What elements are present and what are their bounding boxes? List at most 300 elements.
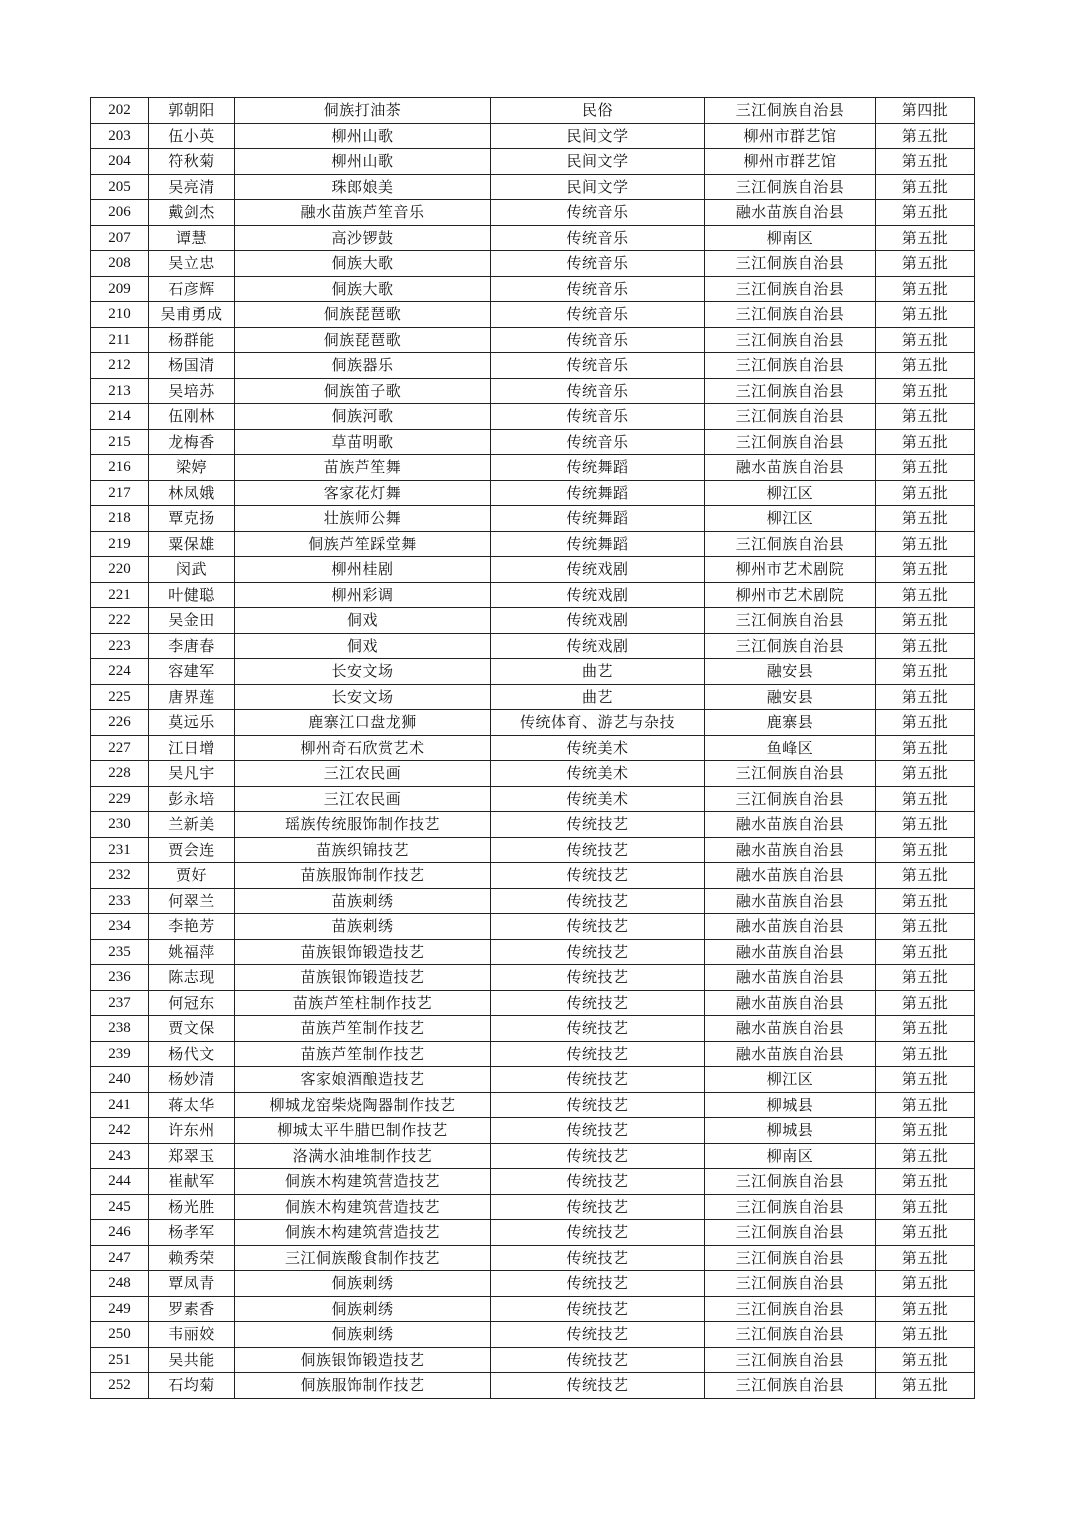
- cell-region: 融水苗族自治县: [705, 812, 876, 838]
- cell-category: 传统技艺: [491, 1041, 705, 1067]
- cell-region: 融水苗族自治县: [705, 965, 876, 991]
- cell-region: 三江侗族自治县: [705, 327, 876, 353]
- cell-batch: 第五批: [876, 1143, 975, 1169]
- cell-name: 贾文保: [149, 1016, 235, 1042]
- table-row: [91, 1169, 975, 1195]
- cell-category: 传统技艺: [491, 1067, 705, 1093]
- cell-name: 杨代文: [149, 1041, 235, 1067]
- cell-region: 柳江区: [705, 1067, 876, 1093]
- cell-region: 三江侗族自治县: [705, 276, 876, 302]
- cell-batch: 第五批: [876, 251, 975, 277]
- cell-name: 江日增: [149, 735, 235, 761]
- table-row: [91, 1067, 975, 1093]
- cell-name: 李唐春: [149, 633, 235, 659]
- cell-category: 传统技艺: [491, 1169, 705, 1195]
- cell-batch: 第五批: [876, 1118, 975, 1144]
- cell-batch: 第五批: [876, 506, 975, 532]
- table-row: [91, 378, 975, 404]
- cell-number: 230: [91, 812, 149, 838]
- cell-batch: 第五批: [876, 1220, 975, 1246]
- cell-region: 三江侗族自治县: [705, 608, 876, 634]
- table-row: [91, 276, 975, 302]
- cell-number: 243: [91, 1143, 149, 1169]
- cell-name: 郭朝阳: [149, 98, 235, 124]
- cell-batch: 第五批: [876, 429, 975, 455]
- cell-number: 234: [91, 914, 149, 940]
- table-row: [91, 1194, 975, 1220]
- table-row: [91, 582, 975, 608]
- cell-category: 传统戏剧: [491, 582, 705, 608]
- cell-region: 融水苗族自治县: [705, 914, 876, 940]
- cell-category: 传统美术: [491, 761, 705, 787]
- cell-batch: 第五批: [876, 888, 975, 914]
- cell-project: 柳城太平牛腊巴制作技艺: [235, 1118, 491, 1144]
- table-row: [91, 429, 975, 455]
- cell-batch: 第五批: [876, 480, 975, 506]
- cell-name: 何冠东: [149, 990, 235, 1016]
- cell-number: 207: [91, 225, 149, 251]
- cell-batch: 第五批: [876, 531, 975, 557]
- cell-batch: 第五批: [876, 582, 975, 608]
- cell-category: 传统技艺: [491, 1373, 705, 1399]
- cell-category: 传统音乐: [491, 353, 705, 379]
- cell-category: 传统技艺: [491, 965, 705, 991]
- cell-name: 杨国清: [149, 353, 235, 379]
- cell-region: 柳南区: [705, 1143, 876, 1169]
- cell-number: 221: [91, 582, 149, 608]
- cell-number: 248: [91, 1271, 149, 1297]
- cell-region: 三江侗族自治县: [705, 251, 876, 277]
- cell-batch: 第五批: [876, 1347, 975, 1373]
- cell-category: 民俗: [491, 98, 705, 124]
- cell-project: 苗族刺绣: [235, 914, 491, 940]
- cell-number: 249: [91, 1296, 149, 1322]
- cell-number: 227: [91, 735, 149, 761]
- table-row: [91, 1245, 975, 1271]
- cell-project: 侗族琵琶歌: [235, 302, 491, 328]
- table-row: [91, 684, 975, 710]
- cell-category: 传统技艺: [491, 888, 705, 914]
- cell-project: 草苗明歌: [235, 429, 491, 455]
- cell-name: 叶健聪: [149, 582, 235, 608]
- cell-category: 传统技艺: [491, 1194, 705, 1220]
- table-row: [91, 98, 975, 124]
- cell-region: 融水苗族自治县: [705, 888, 876, 914]
- cell-name: 梁婷: [149, 455, 235, 481]
- cell-batch: 第五批: [876, 455, 975, 481]
- table-row: [91, 149, 975, 175]
- cell-region: 三江侗族自治县: [705, 761, 876, 787]
- cell-project: 侗戏: [235, 608, 491, 634]
- cell-project: 鹿寨江口盘龙狮: [235, 710, 491, 736]
- cell-batch: 第五批: [876, 353, 975, 379]
- cell-region: 柳城县: [705, 1118, 876, 1144]
- cell-batch: 第五批: [876, 1041, 975, 1067]
- cell-name: 何翠兰: [149, 888, 235, 914]
- cell-region: 三江侗族自治县: [705, 1296, 876, 1322]
- cell-batch: 第五批: [876, 837, 975, 863]
- cell-name: 杨光胜: [149, 1194, 235, 1220]
- cell-name: 兰新美: [149, 812, 235, 838]
- cell-name: 粟保雄: [149, 531, 235, 557]
- cell-category: 传统技艺: [491, 837, 705, 863]
- cell-project: 侗族银饰锻造技艺: [235, 1347, 491, 1373]
- cell-batch: 第五批: [876, 608, 975, 634]
- cell-project: 长安文场: [235, 659, 491, 685]
- cell-name: 贾好: [149, 863, 235, 889]
- cell-region: 融水苗族自治县: [705, 863, 876, 889]
- cell-name: 闵武: [149, 557, 235, 583]
- cell-project: 侗族笛子歌: [235, 378, 491, 404]
- cell-number: 224: [91, 659, 149, 685]
- cell-batch: 第五批: [876, 327, 975, 353]
- cell-name: 戴剑杰: [149, 200, 235, 226]
- table-row: [91, 812, 975, 838]
- cell-name: 姚福萍: [149, 939, 235, 965]
- cell-batch: 第四批: [876, 98, 975, 124]
- cell-project: 侗族大歌: [235, 251, 491, 277]
- table-row: [91, 659, 975, 685]
- cell-name: 龙梅香: [149, 429, 235, 455]
- cell-project: 珠郎娘美: [235, 174, 491, 200]
- cell-project: 侗族河歌: [235, 404, 491, 430]
- cell-number: 216: [91, 455, 149, 481]
- cell-number: 241: [91, 1092, 149, 1118]
- cell-number: 205: [91, 174, 149, 200]
- cell-region: 融水苗族自治县: [705, 837, 876, 863]
- cell-project: 苗族银饰锻造技艺: [235, 965, 491, 991]
- cell-region: 柳州市艺术剧院: [705, 582, 876, 608]
- cell-number: 228: [91, 761, 149, 787]
- cell-name: 伍小英: [149, 123, 235, 149]
- cell-number: 218: [91, 506, 149, 532]
- cell-number: 223: [91, 633, 149, 659]
- table-row: [91, 302, 975, 328]
- cell-name: 吴凡宇: [149, 761, 235, 787]
- table-row: [91, 557, 975, 583]
- cell-batch: 第五批: [876, 174, 975, 200]
- cell-category: 传统音乐: [491, 225, 705, 251]
- cell-number: 232: [91, 863, 149, 889]
- cell-project: 苗族刺绣: [235, 888, 491, 914]
- cell-project: 侗戏: [235, 633, 491, 659]
- cell-name: 伍刚林: [149, 404, 235, 430]
- table-row: [91, 1016, 975, 1042]
- cell-region: 柳州市艺术剧院: [705, 557, 876, 583]
- cell-batch: 第五批: [876, 1245, 975, 1271]
- cell-batch: 第五批: [876, 225, 975, 251]
- cell-project: 侗族服饰制作技艺: [235, 1373, 491, 1399]
- table-row: [91, 608, 975, 634]
- cell-region: 融水苗族自治县: [705, 939, 876, 965]
- cell-number: 251: [91, 1347, 149, 1373]
- cell-region: 柳江区: [705, 506, 876, 532]
- cell-project: 侗族打油茶: [235, 98, 491, 124]
- cell-region: 三江侗族自治县: [705, 404, 876, 430]
- cell-region: 柳南区: [705, 225, 876, 251]
- cell-region: 融水苗族自治县: [705, 1041, 876, 1067]
- cell-region: 鹿寨县: [705, 710, 876, 736]
- cell-batch: 第五批: [876, 557, 975, 583]
- cell-name: 石彦辉: [149, 276, 235, 302]
- cell-category: 传统音乐: [491, 378, 705, 404]
- cell-number: 244: [91, 1169, 149, 1195]
- cell-region: 融安县: [705, 659, 876, 685]
- cell-project: 三江农民画: [235, 786, 491, 812]
- cell-project: 三江侗族酸食制作技艺: [235, 1245, 491, 1271]
- cell-category: 传统舞蹈: [491, 531, 705, 557]
- table-row: [91, 327, 975, 353]
- cell-category: 传统音乐: [491, 200, 705, 226]
- cell-batch: 第五批: [876, 710, 975, 736]
- table-row: [91, 761, 975, 787]
- table-row: [91, 1092, 975, 1118]
- cell-number: 247: [91, 1245, 149, 1271]
- cell-category: 传统技艺: [491, 990, 705, 1016]
- cell-project: 壮族师公舞: [235, 506, 491, 532]
- cell-number: 203: [91, 123, 149, 149]
- cell-name: 林凤娥: [149, 480, 235, 506]
- cell-number: 250: [91, 1322, 149, 1348]
- cell-name: 杨群能: [149, 327, 235, 353]
- cell-project: 侗族大歌: [235, 276, 491, 302]
- table-row: [91, 888, 975, 914]
- cell-name: 韦丽姣: [149, 1322, 235, 1348]
- cell-category: 传统音乐: [491, 302, 705, 328]
- cell-batch: 第五批: [876, 1092, 975, 1118]
- table-row: [91, 174, 975, 200]
- cell-name: 覃凤青: [149, 1271, 235, 1297]
- cell-batch: 第五批: [876, 302, 975, 328]
- table-row: [91, 531, 975, 557]
- cell-project: 侗族器乐: [235, 353, 491, 379]
- table-row: [91, 225, 975, 251]
- table-row: [91, 965, 975, 991]
- cell-batch: 第五批: [876, 1067, 975, 1093]
- cell-category: 传统技艺: [491, 863, 705, 889]
- table-row: [91, 735, 975, 761]
- table-row: [91, 1296, 975, 1322]
- cell-batch: 第五批: [876, 404, 975, 430]
- cell-batch: 第五批: [876, 1169, 975, 1195]
- table-row: [91, 914, 975, 940]
- cell-number: 215: [91, 429, 149, 455]
- cell-project: 侗族刺绣: [235, 1322, 491, 1348]
- cell-number: 214: [91, 404, 149, 430]
- cell-number: 252: [91, 1373, 149, 1399]
- cell-batch: 第五批: [876, 200, 975, 226]
- cell-batch: 第五批: [876, 684, 975, 710]
- cell-category: 传统音乐: [491, 404, 705, 430]
- cell-project: 侗族刺绣: [235, 1296, 491, 1322]
- table-row: [91, 1118, 975, 1144]
- cell-region: 柳城县: [705, 1092, 876, 1118]
- table-row: [91, 1271, 975, 1297]
- cell-region: 三江侗族自治县: [705, 378, 876, 404]
- cell-batch: 第五批: [876, 633, 975, 659]
- cell-name: 莫远乐: [149, 710, 235, 736]
- cell-category: 传统音乐: [491, 429, 705, 455]
- cell-category: 传统技艺: [491, 1016, 705, 1042]
- cell-batch: 第五批: [876, 276, 975, 302]
- cell-number: 202: [91, 98, 149, 124]
- cell-project: 苗族芦笙柱制作技艺: [235, 990, 491, 1016]
- cell-number: 208: [91, 251, 149, 277]
- cell-name: 贾会连: [149, 837, 235, 863]
- cell-region: 融水苗族自治县: [705, 1016, 876, 1042]
- cell-name: 郑翠玉: [149, 1143, 235, 1169]
- cell-project: 融水苗族芦笙音乐: [235, 200, 491, 226]
- cell-batch: 第五批: [876, 786, 975, 812]
- cell-region: 三江侗族自治县: [705, 302, 876, 328]
- cell-project: 苗族芦笙制作技艺: [235, 1041, 491, 1067]
- cell-region: 融水苗族自治县: [705, 455, 876, 481]
- cell-project: 苗族芦笙制作技艺: [235, 1016, 491, 1042]
- cell-batch: 第五批: [876, 1373, 975, 1399]
- cell-project: 侗族木构建筑营造技艺: [235, 1220, 491, 1246]
- cell-batch: 第五批: [876, 1194, 975, 1220]
- cell-number: 211: [91, 327, 149, 353]
- cell-number: 209: [91, 276, 149, 302]
- cell-name: 吴共能: [149, 1347, 235, 1373]
- cell-category: 传统音乐: [491, 276, 705, 302]
- table-row: [91, 1373, 975, 1399]
- cell-region: 三江侗族自治县: [705, 1169, 876, 1195]
- cell-project: 长安文场: [235, 684, 491, 710]
- cell-project: 侗族木构建筑营造技艺: [235, 1169, 491, 1195]
- table-body: [91, 98, 975, 1399]
- cell-number: 210: [91, 302, 149, 328]
- table-row: [91, 200, 975, 226]
- cell-project: 洛满水油堆制作技艺: [235, 1143, 491, 1169]
- cell-number: 238: [91, 1016, 149, 1042]
- cell-name: 石均菊: [149, 1373, 235, 1399]
- cell-number: 242: [91, 1118, 149, 1144]
- cell-batch: 第五批: [876, 1322, 975, 1348]
- cell-number: 212: [91, 353, 149, 379]
- cell-name: 吴立忠: [149, 251, 235, 277]
- cell-name: 杨孝军: [149, 1220, 235, 1246]
- cell-category: 传统技艺: [491, 1092, 705, 1118]
- table-row: [91, 123, 975, 149]
- cell-category: 传统技艺: [491, 939, 705, 965]
- cell-category: 传统舞蹈: [491, 506, 705, 532]
- table-row: [91, 939, 975, 965]
- table-row: [91, 1220, 975, 1246]
- cell-project: 侗族芦笙踩堂舞: [235, 531, 491, 557]
- cell-batch: 第五批: [876, 965, 975, 991]
- table-row: [91, 251, 975, 277]
- cell-project: 三江农民画: [235, 761, 491, 787]
- cell-region: 三江侗族自治县: [705, 353, 876, 379]
- cell-number: 222: [91, 608, 149, 634]
- cell-category: 传统戏剧: [491, 557, 705, 583]
- cell-region: 三江侗族自治县: [705, 786, 876, 812]
- cell-batch: 第五批: [876, 990, 975, 1016]
- cell-category: 民间文学: [491, 123, 705, 149]
- cell-name: 吴亮清: [149, 174, 235, 200]
- table-row: [91, 480, 975, 506]
- cell-region: 柳州市群艺馆: [705, 123, 876, 149]
- table-row: [91, 1041, 975, 1067]
- cell-number: 240: [91, 1067, 149, 1093]
- cell-project: 客家花灯舞: [235, 480, 491, 506]
- cell-category: 曲艺: [491, 684, 705, 710]
- cell-project: 侗族刺绣: [235, 1271, 491, 1297]
- table-row: [91, 1322, 975, 1348]
- cell-number: 206: [91, 200, 149, 226]
- table-row: [91, 837, 975, 863]
- cell-number: 225: [91, 684, 149, 710]
- table-row: [91, 710, 975, 736]
- cell-name: 罗素香: [149, 1296, 235, 1322]
- cell-name: 符秋菊: [149, 149, 235, 175]
- cell-number: 245: [91, 1194, 149, 1220]
- cell-number: 239: [91, 1041, 149, 1067]
- cell-number: 217: [91, 480, 149, 506]
- table-row: [91, 353, 975, 379]
- cell-category: 传统技艺: [491, 1347, 705, 1373]
- cell-region: 柳江区: [705, 480, 876, 506]
- cell-category: 传统技艺: [491, 812, 705, 838]
- cell-region: 三江侗族自治县: [705, 1220, 876, 1246]
- cell-region: 三江侗族自治县: [705, 1322, 876, 1348]
- cell-project: 苗族服饰制作技艺: [235, 863, 491, 889]
- cell-number: 233: [91, 888, 149, 914]
- cell-number: 219: [91, 531, 149, 557]
- inheritor-table: [90, 97, 975, 1399]
- cell-region: 三江侗族自治县: [705, 98, 876, 124]
- cell-batch: 第五批: [876, 914, 975, 940]
- cell-number: 204: [91, 149, 149, 175]
- cell-category: 传统音乐: [491, 251, 705, 277]
- cell-name: 谭慧: [149, 225, 235, 251]
- cell-number: 213: [91, 378, 149, 404]
- cell-batch: 第五批: [876, 149, 975, 175]
- cell-name: 吴甫勇成: [149, 302, 235, 328]
- cell-project: 柳州彩调: [235, 582, 491, 608]
- cell-project: 侗族琵琶歌: [235, 327, 491, 353]
- cell-category: 传统技艺: [491, 1271, 705, 1297]
- cell-category: 传统技艺: [491, 1143, 705, 1169]
- cell-category: 传统音乐: [491, 327, 705, 353]
- table-row: [91, 404, 975, 430]
- cell-batch: 第五批: [876, 939, 975, 965]
- cell-category: 传统技艺: [491, 1296, 705, 1322]
- cell-number: 231: [91, 837, 149, 863]
- cell-region: 三江侗族自治县: [705, 174, 876, 200]
- table-row: [91, 863, 975, 889]
- cell-name: 唐界莲: [149, 684, 235, 710]
- cell-category: 曲艺: [491, 659, 705, 685]
- cell-project: 苗族银饰锻造技艺: [235, 939, 491, 965]
- cell-number: 236: [91, 965, 149, 991]
- cell-name: 容建军: [149, 659, 235, 685]
- cell-project: 柳州奇石欣赏艺术: [235, 735, 491, 761]
- cell-project: 柳州桂剧: [235, 557, 491, 583]
- cell-region: 三江侗族自治县: [705, 429, 876, 455]
- cell-batch: 第五批: [876, 812, 975, 838]
- cell-number: 226: [91, 710, 149, 736]
- cell-name: 彭永培: [149, 786, 235, 812]
- cell-number: 246: [91, 1220, 149, 1246]
- cell-region: 三江侗族自治县: [705, 1347, 876, 1373]
- cell-region: 鱼峰区: [705, 735, 876, 761]
- cell-region: 三江侗族自治县: [705, 531, 876, 557]
- table-row: [91, 990, 975, 1016]
- cell-name: 陈志现: [149, 965, 235, 991]
- cell-category: 传统戏剧: [491, 633, 705, 659]
